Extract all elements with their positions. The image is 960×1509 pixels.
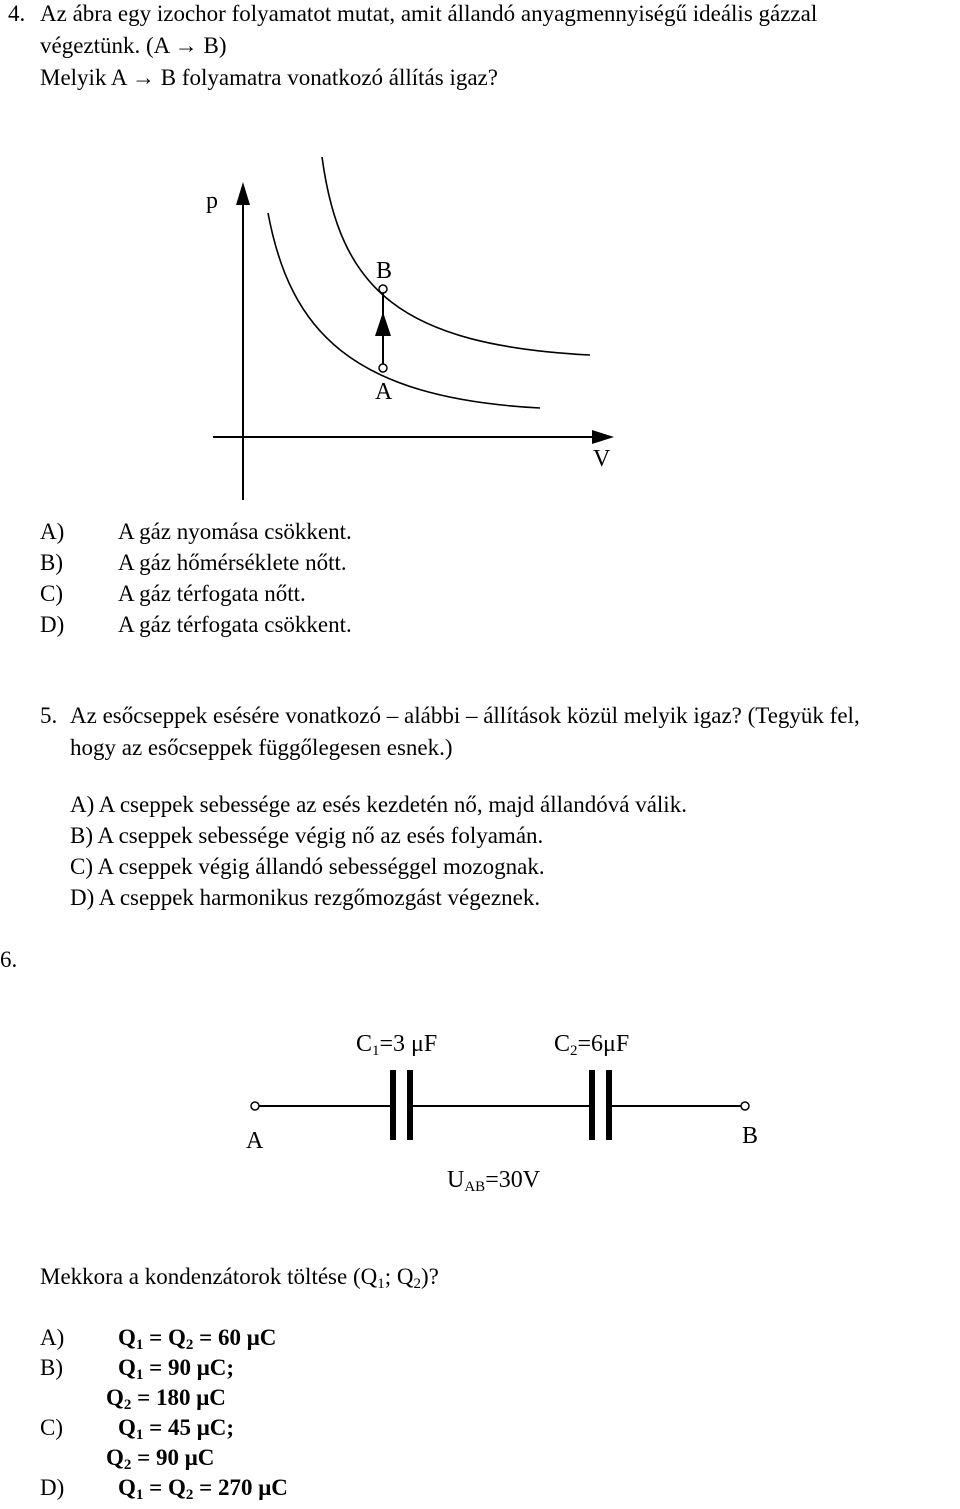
pressure-axis-arrow	[236, 182, 250, 205]
q4-option-a-text: A gáz nyomása csökkent.	[118, 519, 352, 544]
point-b-label: B	[376, 258, 393, 284]
uab-label: $U_{AB}=30V$	[447, 1167, 541, 1195]
q6-option-a-letter: A)	[40, 1325, 65, 1350]
question-5-line-1: Az esőcseppek esésére vonatkozó – alábbi – állítások közül melyik igaz? (Tegyük fel,	[70, 703, 860, 728]
q4-option-b-text: A gáz hőmérséklete nőtt.	[118, 550, 347, 575]
q5-option-b: B) A cseppek sebessége végig nő az esés folyamán.	[70, 823, 544, 848]
q6-option-d-text: $Q_1 = Q_2 = 270$ μC	[118, 1475, 288, 1503]
q4-option-b-letter: B)	[40, 550, 63, 575]
q5-option-c: C) A cseppek végig állandó sebességgel mozognak.	[70, 854, 545, 879]
process-arrow	[375, 312, 391, 336]
q4-option-d-text: A gáz térfogata csökkent.	[118, 612, 352, 637]
p-axis-label: p	[206, 188, 218, 214]
q5-option-d: D) A cseppek harmonikus rezgőmozgást végeznek.	[70, 885, 541, 910]
question-4-number: 4.	[8, 1, 26, 26]
question-4-line-2: végeztünk. (A → B)	[40, 33, 227, 58]
q4-option-a-letter: A)	[40, 519, 65, 544]
point-a-label: A	[375, 379, 393, 405]
q4-option-c-letter: C)	[40, 581, 63, 606]
point-b-marker	[379, 285, 387, 293]
q6-option-b-line-2: $Q_2 = 180$ μC	[106, 1385, 226, 1413]
q6-option-d-letter: D)	[40, 1475, 65, 1500]
question-4-line-3: Melyik A → B folyamatra vonatkozó állítás igaz?	[40, 65, 498, 90]
node-b-label: B	[742, 1123, 759, 1149]
q6-option-a-text: $Q_1 = Q_2 = 60$ μC	[118, 1325, 277, 1353]
terminal-a	[251, 1102, 259, 1110]
q6-option-b-letter: B)	[40, 1355, 63, 1380]
q6-option-b-line-1: $Q_1 = 90$ μC;	[118, 1355, 235, 1383]
terminal-b	[741, 1102, 749, 1110]
isotherm-upper	[322, 157, 590, 355]
question-4-line-1: Az ábra egy izochor folyamatot mutat, amit állandó anyagmennyiségű ideális gázzal	[40, 1, 818, 26]
q4-option-c-text: A gáz térfogata nőtt.	[118, 581, 306, 606]
question-5-line-2: hogy az esőcseppek függőlegesen esnek.)	[70, 735, 453, 760]
q6-option-c-letter: C)	[40, 1415, 63, 1440]
question-6-text: Mekkora a kondenzátorok töltése ($Q_1$; $Q_2$)?	[40, 1264, 439, 1292]
c1-label: $C_1=3$ μF	[356, 1031, 438, 1059]
q4-option-d-letter: D)	[40, 612, 65, 637]
question-5-number: 5.	[40, 703, 58, 728]
question-6-number: 6.	[0, 947, 18, 972]
v-axis-label: V	[593, 446, 611, 472]
volume-axis-arrow	[592, 430, 614, 444]
q5-option-a: A) A cseppek sebessége az esés kezdetén nő, majd állandóvá válik.	[70, 792, 687, 817]
node-a-label: A	[246, 1128, 264, 1154]
q6-option-c-line-2: $Q_2 = 90$ μC	[106, 1445, 215, 1473]
point-a-marker	[379, 364, 387, 372]
c2-label: $C_2=6\mu F$	[554, 1031, 630, 1059]
q6-option-c-line-1: $Q_1 = 45$ μC;	[118, 1415, 235, 1443]
